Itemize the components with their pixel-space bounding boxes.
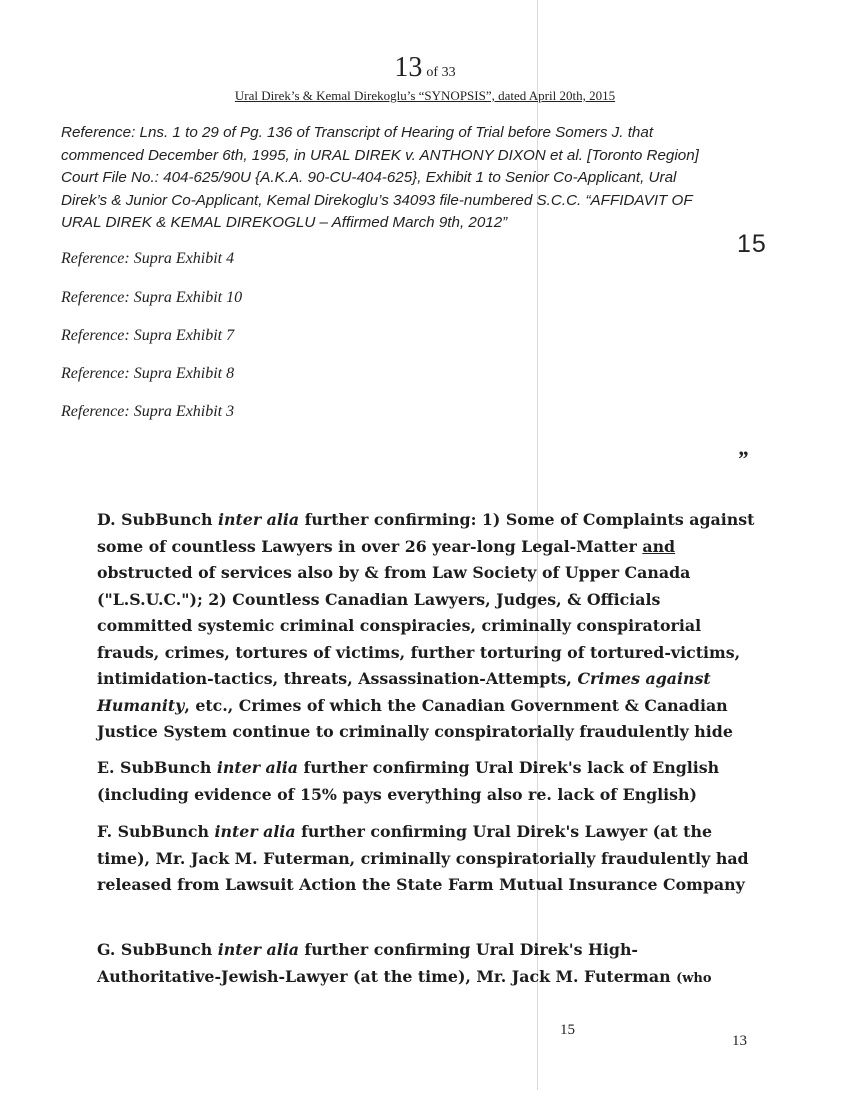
- footer-page-number: 15: [560, 1022, 575, 1038]
- reference-block: [61, 122, 761, 235]
- closing-quote: ”: [737, 446, 748, 471]
- paragraph-e: E. SubBunch inter alia further confirming Ural Direk's lack of English (including evidence of 15% pays everything also re. lack of English): [97, 758, 720, 804]
- reference-supra: Reference: Supra Exhibit 10: [61, 289, 243, 306]
- reference-supra: Reference: Supra Exhibit 4: [61, 250, 235, 267]
- side-page-number: 15: [737, 230, 767, 258]
- reference-line: URAL DIREK & KEMAL DIREKOGLU – Affirmed March 9th, 2012”: [61, 214, 508, 231]
- reference-line: Reference: Lns. 1 to 29 of Pg. 136 of Transcript of Hearing of Trial before Somers J. that: [61, 124, 654, 141]
- reference-supra: Reference: Supra Exhibit 7: [61, 327, 235, 344]
- document-subtitle: Ural Direk’s & Kemal Direkoglu’s “SYNOPSIS”, dated April 20th, 2015: [234, 88, 616, 103]
- paragraph-g: G. SubBunch inter alia further confirming Ural Direk's High-Authoritative-Jewish-Lawyer (at the time), Mr. Jack M. Futerman (who: [97, 940, 712, 986]
- reference-supra: Reference: Supra Exhibit 8: [61, 365, 235, 382]
- reference-line: Court File No.: 404-625/90U {A.K.A. 90-CU-404-625}, Exhibit 1 to Senior Co-Applicant, Ural: [61, 169, 677, 186]
- reference-supra: Reference: Supra Exhibit 3: [61, 403, 235, 420]
- reference-line: commenced December 6th, 1995, in URAL DIREK v. ANTHONY DIXON et al. [Toronto Region]: [61, 146, 699, 164]
- page-number: 13: [394, 52, 423, 83]
- paragraph-f: F. SubBunch inter alia further confirming Ural Direk's Lawyer (at the time), Mr. Jack M. Futerman, criminally conspiratorially fraudulently had released from Lawsuit Action the State Farm Mutual Insurance Company: [97, 822, 749, 894]
- paragraph-d: D. SubBunch inter alia further confirming: 1) Some of Complaints against some of countless Lawyers in over 26 year-long Legal-Matter and obstructed of services also by & from Law Society of Upper Canada ("L.S.U.C."); 2) Countless Canadian Lawyers, Judges, & Officials committed systemic criminal conspiracies, criminally conspiratorial frauds, crimes, tortures of victims, further torturing of tortured-victims, intimidation-tactics, threats, Assassination-Attempts, Crimes against Humanity, etc., Crimes of which the Canadian Government & Canadian Justice System continue to criminally conspiratorially fraudulently hide: [97, 510, 755, 741]
- page-number-header: [0, 52, 850, 84]
- footer-page-number-secondary: 13: [732, 1033, 747, 1049]
- reference-line: Direk’s & Junior Co-Applicant, Kemal Direkoglu’s 34093 file-numbered S.C.C. “AFFIDAVIT OF: [61, 191, 693, 209]
- page-total: of 33: [426, 65, 456, 80]
